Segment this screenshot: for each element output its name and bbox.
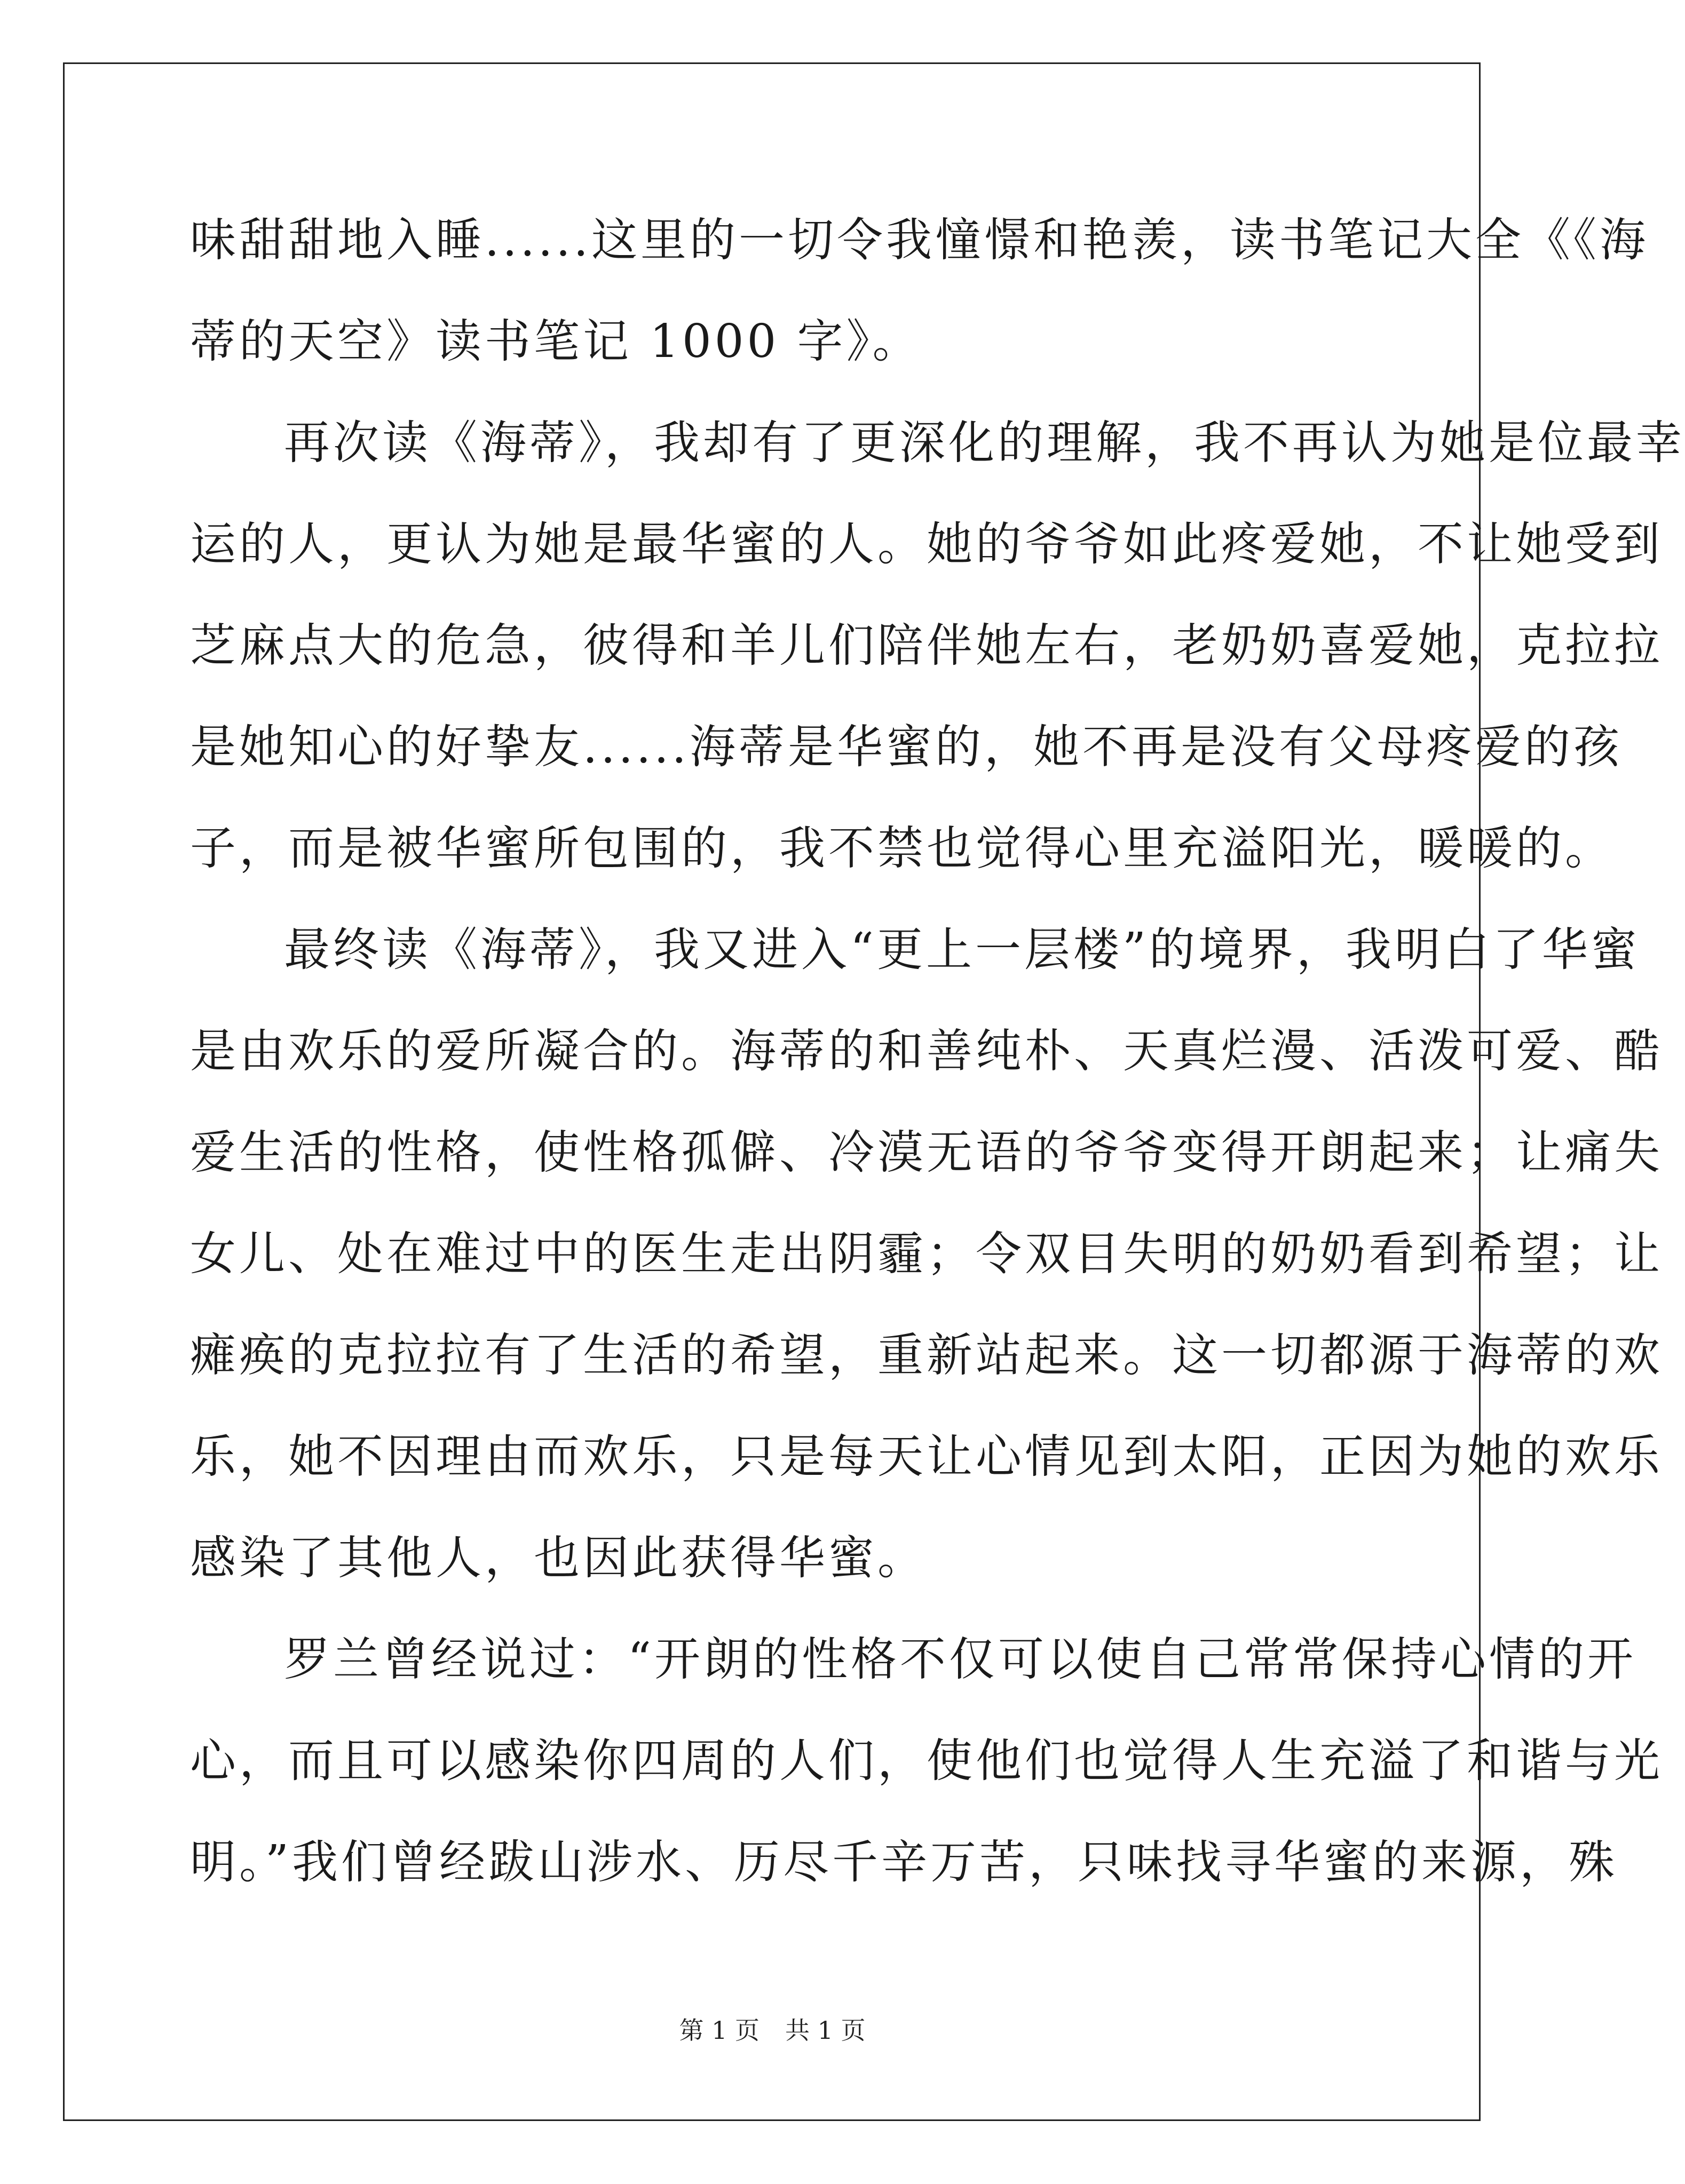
text-line: 是由欢乐的爱所凝合的。海蒂的和善纯朴、天真烂漫、活泼可爱、酷 [190,1025,1663,1078]
text-line: 芝麻点大的危急，彼得和羊儿们陪伴她左右，老奶奶喜爱她，克拉拉 [190,619,1663,672]
text-line: 乐，她不因理由而欢乐，只是每天让心情见到太阳，正因为她的欢乐 [190,1430,1663,1483]
text-line: 瘫痪的克拉拉有了生活的希望，重新站起来。这一切都源于海蒂的欢 [190,1329,1663,1382]
text-line: 爱生活的性格，使性格孤僻、冷漠无语的爷爷变得开朗起来；让痛失 [190,1126,1663,1179]
text-line: 女儿、处在难过中的医生走出阴霾；令双目失明的奶奶看到希望；让 [190,1227,1663,1281]
paragraph-start-line: 再次读《海蒂》，我却有了更深化的理解，我不再认为她是位最幸 [284,416,1685,470]
text-line: 运的人，更认为她是最华蜜的人。她的爷爷如此疼爱她，不让她受到 [190,518,1663,571]
page-footer [0,2014,1545,2046]
text-line: 蒂的天空》读书笔记 1000 字》。 [190,315,922,368]
document-body [190,200,1685,1924]
text-line: 子，而是被华蜜所包围的，我不禁也觉得心里充溢阳光，暖暖的。 [190,822,1614,875]
text-line: 心，而且可以感染你四周的人们，使他们也觉得人生充溢了和谐与光 [190,1734,1663,1788]
paragraph-start-line: 罗兰曾经说过：“开朗的性格不仅可以使自己常常保持心情的开 [284,1633,1636,1686]
text-line: 感染了其他人，也因此获得华蜜。 [190,1531,927,1585]
text-line: 味甜甜地入睡......这里的一切令我憧憬和艳羡，读书笔记大全《《海 [190,213,1649,267]
page-number: 第 1 页 [679,2016,760,2045]
paragraph-start-line: 最终读《海蒂》，我又进入“更上一层楼”的境界，我明白了华蜜 [284,923,1640,976]
page-total: 共 1 页 [785,2016,866,2045]
text-line: 明。”我们曾经跋山涉水、历尽千辛万苦，只味找寻华蜜的来源，殊 [190,1836,1618,1889]
text-line: 是她知心的好挚友......海蒂是华蜜的，她不再是没有父母疼爱的孩 [190,720,1623,774]
